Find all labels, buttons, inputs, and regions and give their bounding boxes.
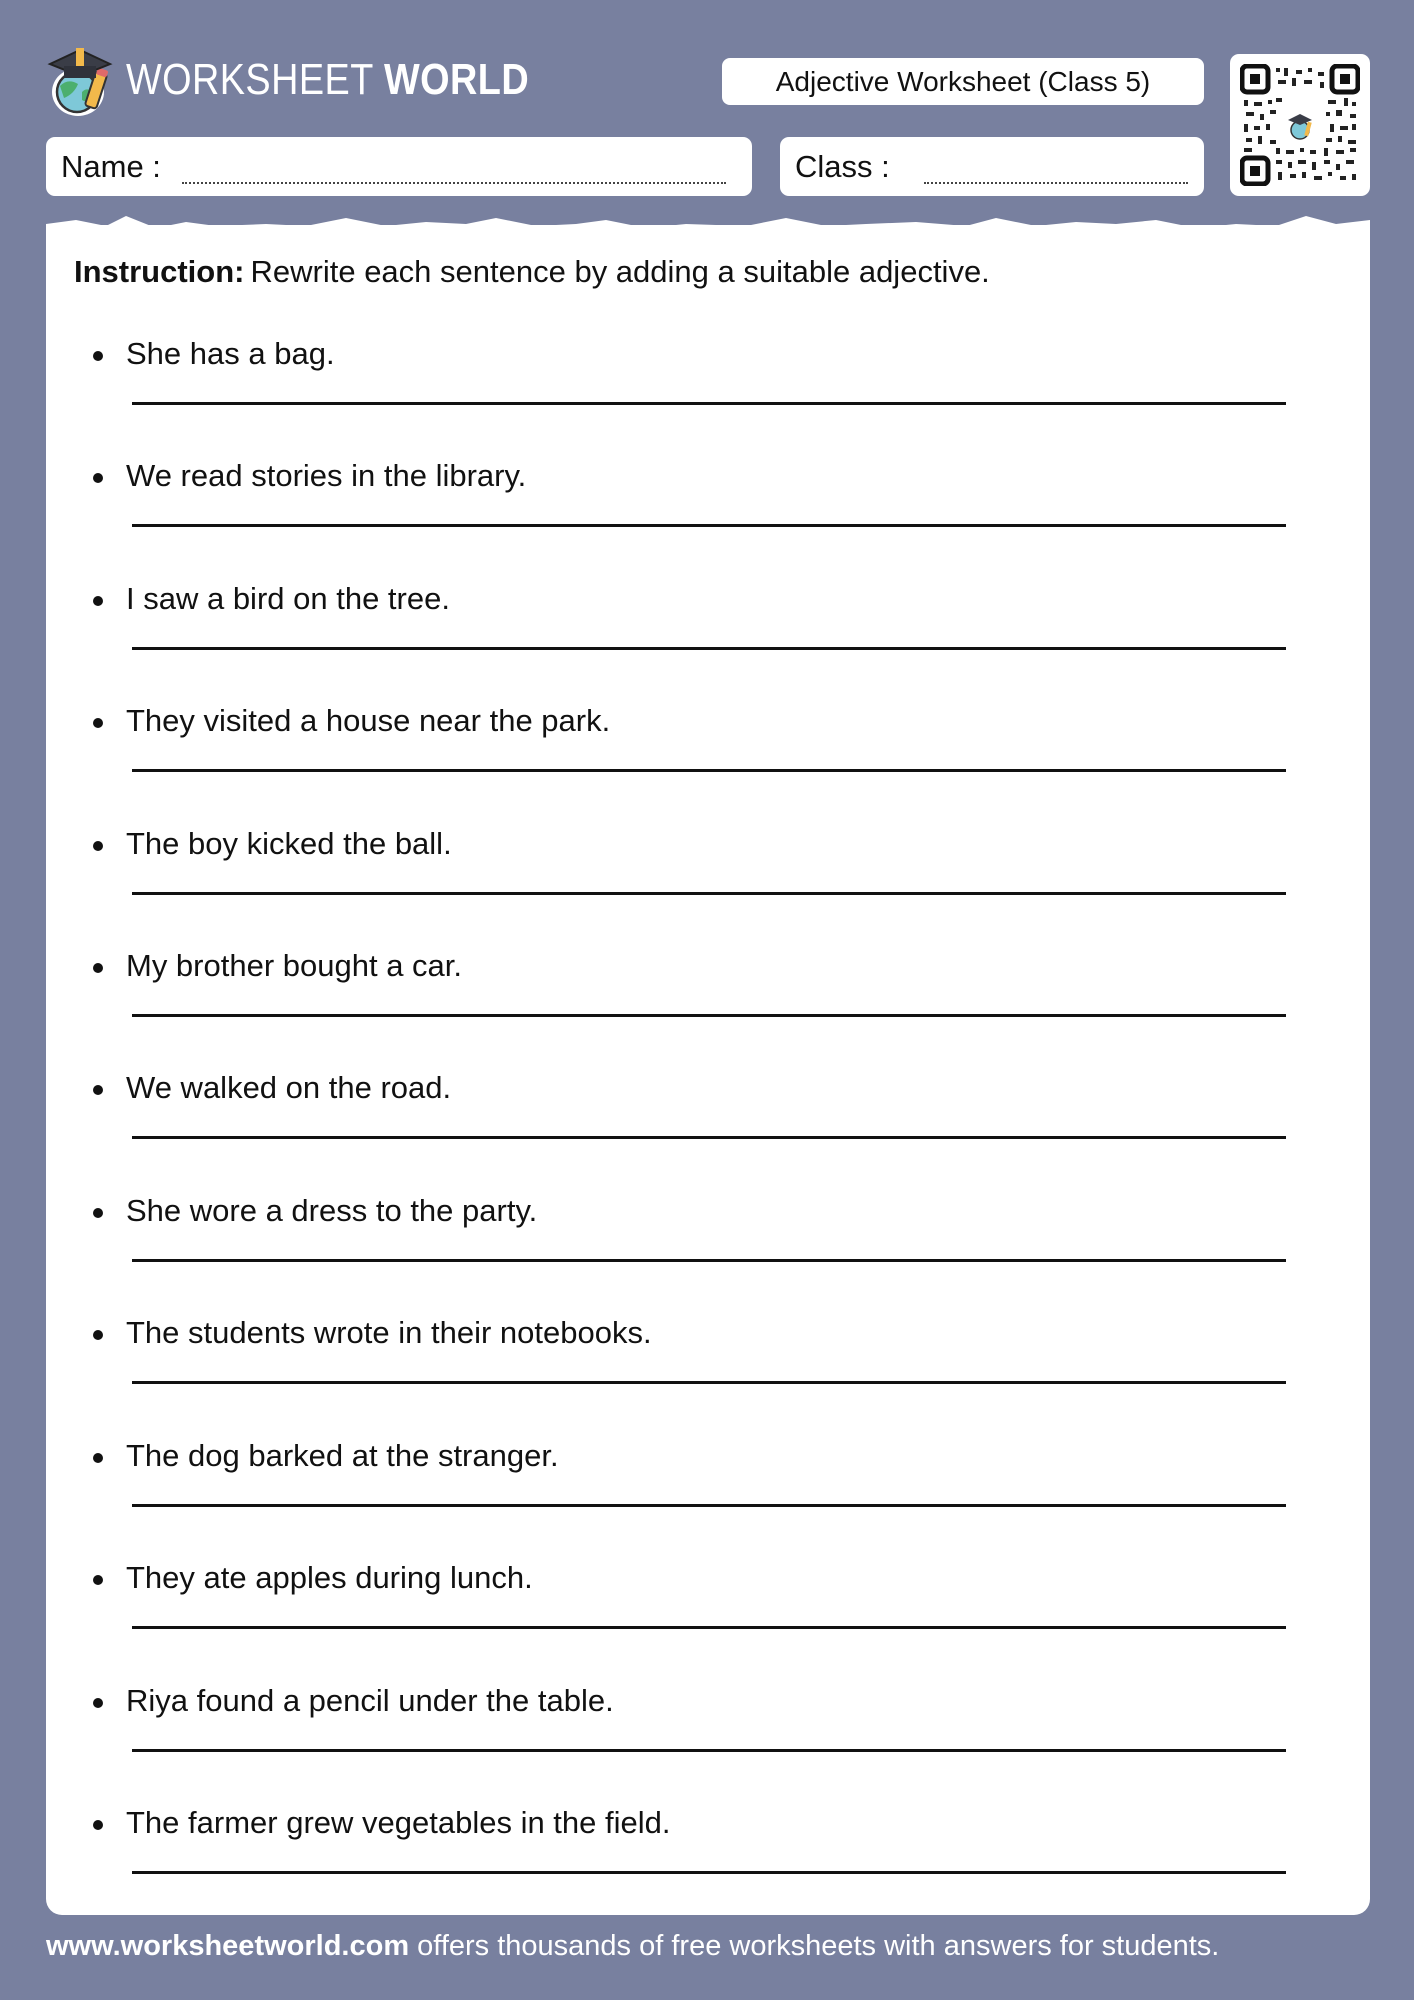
bullet-icon bbox=[93, 1820, 103, 1830]
instruction-text: Rewrite each sentence by adding a suitable adjective. bbox=[250, 254, 990, 289]
answer-line[interactable] bbox=[132, 1014, 1286, 1017]
question-item bbox=[46, 440, 1370, 562]
bullet-icon bbox=[93, 1330, 103, 1340]
question-text: Riya found a pencil under the table. bbox=[126, 1683, 614, 1718]
question-text: She wore a dress to the party. bbox=[126, 1193, 538, 1228]
brand-logo bbox=[44, 40, 595, 120]
answer-line[interactable] bbox=[132, 524, 1286, 527]
name-label: Name : bbox=[61, 149, 161, 184]
bullet-icon bbox=[93, 351, 103, 361]
answer-line[interactable] bbox=[132, 647, 1286, 650]
footer-text: offers thousands of free worksheets with answers for students. bbox=[409, 1930, 1220, 1962]
answer-line[interactable] bbox=[132, 402, 1286, 405]
class-field[interactable] bbox=[780, 137, 1204, 196]
question-item bbox=[46, 563, 1370, 685]
bullet-icon bbox=[93, 963, 103, 973]
brand-name-bold: WORLD bbox=[384, 55, 530, 104]
qr-code-icon bbox=[1240, 64, 1360, 186]
question-item bbox=[46, 1542, 1370, 1664]
footer bbox=[46, 1930, 1219, 1963]
bullet-icon bbox=[93, 1698, 103, 1708]
bullet-icon bbox=[93, 1575, 103, 1585]
answer-line[interactable] bbox=[132, 1749, 1286, 1752]
question-item bbox=[46, 1665, 1370, 1787]
question-item bbox=[46, 318, 1370, 440]
question-item bbox=[46, 1297, 1370, 1419]
bullet-icon bbox=[93, 1085, 103, 1095]
question-text: The dog barked at the stranger. bbox=[126, 1438, 559, 1473]
answer-line[interactable] bbox=[132, 1626, 1286, 1629]
question-text: They visited a house near the park. bbox=[126, 703, 611, 738]
name-field[interactable] bbox=[46, 137, 752, 196]
question-item bbox=[46, 1787, 1370, 1909]
question-item bbox=[46, 1420, 1370, 1542]
answer-line[interactable] bbox=[132, 1381, 1286, 1384]
answer-line[interactable] bbox=[132, 1871, 1286, 1874]
brand-name bbox=[126, 55, 529, 105]
question-text: The boy kicked the ball. bbox=[126, 826, 452, 861]
bullet-icon bbox=[93, 596, 103, 606]
question-item bbox=[46, 1175, 1370, 1297]
question-text: We walked on the road. bbox=[126, 1070, 452, 1105]
question-item bbox=[46, 808, 1370, 930]
question-item bbox=[46, 930, 1370, 1052]
bullet-icon bbox=[93, 718, 103, 728]
question-text: We read stories in the library. bbox=[126, 458, 527, 493]
answer-line[interactable] bbox=[132, 769, 1286, 772]
question-text: My brother bought a car. bbox=[126, 948, 463, 983]
class-label: Class : bbox=[795, 149, 890, 184]
bullet-icon bbox=[93, 1453, 103, 1463]
answer-line[interactable] bbox=[132, 892, 1286, 895]
bullet-icon bbox=[93, 473, 103, 483]
graduation-globe-pencil-icon bbox=[44, 42, 118, 118]
question-text: The farmer grew vegetables in the field. bbox=[126, 1805, 671, 1840]
instruction-label: Instruction: bbox=[74, 254, 245, 289]
name-dotted-line[interactable] bbox=[182, 182, 726, 184]
answer-line[interactable] bbox=[132, 1504, 1286, 1507]
question-item bbox=[46, 1052, 1370, 1174]
answer-line[interactable] bbox=[132, 1136, 1286, 1139]
question-text: She has a bag. bbox=[126, 336, 335, 371]
footer-link[interactable]: www.worksheetworld.com bbox=[46, 1930, 410, 1962]
instruction bbox=[74, 254, 990, 290]
answer-line[interactable] bbox=[132, 1259, 1286, 1262]
bullet-icon bbox=[93, 841, 103, 851]
bullet-icon bbox=[93, 1208, 103, 1218]
worksheet-title: Adjective Worksheet (Class 5) bbox=[722, 58, 1204, 105]
question-item bbox=[46, 685, 1370, 807]
question-text: The students wrote in their notebooks. bbox=[126, 1315, 652, 1350]
question-text: I saw a bird on the tree. bbox=[126, 581, 450, 616]
class-dotted-line[interactable] bbox=[924, 182, 1188, 184]
qr-code bbox=[1230, 54, 1370, 196]
brand-name-light: WORKSHEET bbox=[126, 55, 374, 104]
question-text: They ate apples during lunch. bbox=[126, 1560, 533, 1595]
